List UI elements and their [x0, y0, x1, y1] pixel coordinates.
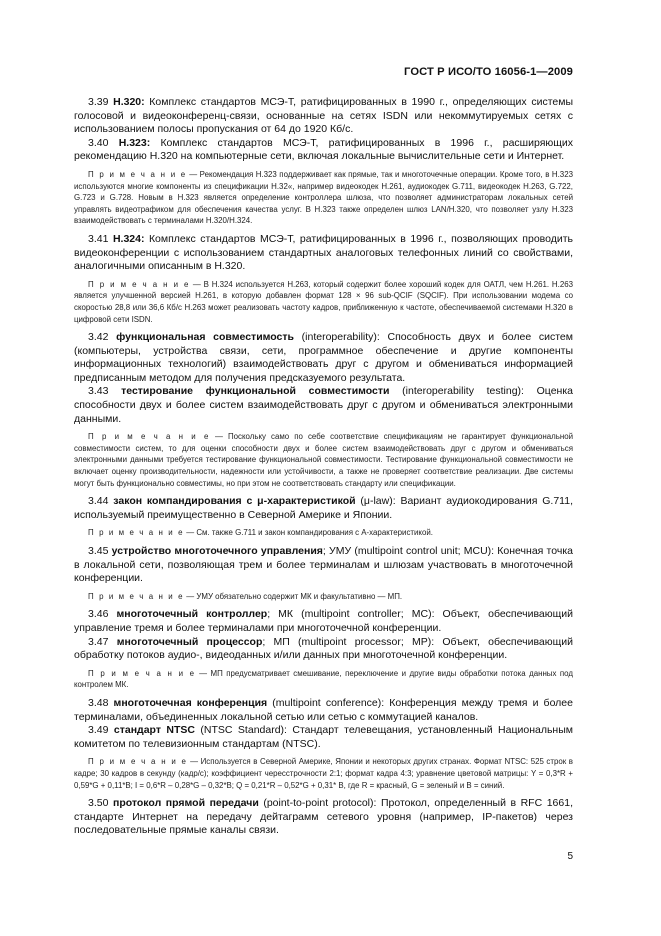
entry-number: 3.44 — [88, 495, 109, 508]
entry-definition: Комплекс стандартов МСЭ-Т, ратифицированных в 1990 г., определяющих системы голосовой и видеоконференц-связи, основанные на сетях ISDN или некоммутируемых сетях с использованием полосы пропускания от 64 до 1920 Кб/с. — [74, 96, 573, 136]
entry-term: многоточечная конференция — [113, 696, 268, 709]
entry-term: закон компандирования с μ-характеристикой — [113, 495, 356, 508]
entry-note — [74, 756, 573, 791]
note-label: П р и м е ч а н и е — [88, 528, 185, 538]
entry-term: H.320: — [113, 96, 145, 108]
entry-note — [74, 279, 573, 325]
entry-definition: ; МК (multipoint controller; MC): Объект, обеспечивающий управление тремя и более терминалами при многоточечной конференции. — [74, 608, 573, 634]
definition-entry — [74, 385, 573, 426]
entry-number: 3.49 — [88, 724, 109, 737]
entry-note — [74, 527, 573, 539]
note-text: — См. также G.711 и закон компандирования с А-характеристикой. — [184, 528, 433, 538]
entry-number: 3.47 — [88, 635, 109, 648]
entry-term: стандарт NTSC — [113, 724, 195, 737]
note-label: П р и м е ч а н и е — [88, 668, 196, 678]
definition-entry — [74, 797, 573, 838]
entry-term: многоточечный процессор — [116, 635, 263, 648]
entry-number: 3.42 — [88, 331, 109, 344]
definition-entry — [74, 697, 573, 724]
note-text: — Рекомендация H.323 поддерживает как прямые, так и многоточечные операции. Кроме того, в H.323 используются многие компоненты из спецификации H.32«, например видеокодек H.261, аудиокодек G.711, видеокодек H.263, G.722, G.723 и G.728. Новым в H.323 является определение контроллера шлюза, что позволяет администраторам локальных сетей управлять видеотрафиком для обеспечения качества услуг. В H.323 также определен шлюз LAN/H.320, что позволяет узлу H.323 взаимодействовать с терминалами H.320/H.324. — [74, 169, 573, 226]
entry-note — [74, 431, 573, 489]
entry-number: 3.40 — [88, 136, 109, 149]
entry-note — [74, 668, 573, 691]
note-text: — Используется в Северной Америке, Японии и некоторых других странах. Формат NTSC: 525 строк в кадре; 30 кадров в секунду (кадр/с); коэффициент чересстрочности 2:1; формат кадра 4:3; уравнение цветовой матрицы: Y = 0,3*R + 0,59*G + 0,11*B; I = 0,6*R – 0,28*G – 0,32*B; Q = 0,21*R – 0,52*G + 0,31* B, где R = красный, G = зеленый и B = синий. — [74, 757, 573, 790]
entry-term: H.323: — [118, 136, 151, 149]
note-text: — МП предусматривает смешивание, переключение и другие виды обработки потока данных под контролем МК. — [74, 668, 573, 690]
note-label: П р и м е ч а н и е — [88, 757, 188, 767]
entry-number: 3.43 — [88, 385, 109, 398]
entry-term: функциональная совместимость — [116, 331, 294, 344]
entry-number: 3.45 — [88, 545, 109, 557]
entry-term: многоточечный контроллер — [116, 608, 268, 621]
entry-number: 3.50 — [88, 797, 109, 810]
note-label: П р и м е ч а н и е — [88, 432, 210, 442]
entry-definition: (point-to-point protocol): Протокол, определенный в RFC 1661, стандарте Интернет на передачу дейтаграмм сетевого уровня (например, IP-пакетов) через последовательные прямые каналы связи. — [74, 797, 573, 837]
entry-note — [74, 591, 573, 603]
entry-number: 3.41 — [88, 232, 109, 245]
page-number: 5 — [567, 851, 573, 862]
note-label: П р и м е ч а н и е — [88, 591, 185, 601]
note-text: — УМУ обязательно содержит МК и факультативно — МП. — [184, 591, 403, 601]
definition-entry — [74, 137, 573, 164]
definition-entry — [74, 636, 573, 663]
note-label: П р и м е ч а н и е — [88, 169, 187, 179]
definition-entry — [74, 96, 573, 137]
entry-definition: (interoperability): Способность двух и более систем (компьютеры, устройства связи, сети, программное обеспечение и другие компоненты информационных технологий) взаимодействовать друг с другом и обмениваться информацией предписанным методом для получения предсказуемого результата. — [74, 331, 573, 384]
entry-definition: (μ-law): Вариант аудиокодирования G.711, используемый преимущественно в Северной Америке и Японии. — [74, 495, 573, 521]
entry-definition: (multipoint conference): Конференция между тремя и более терминалами, объединенных локальной сетью или сетью с коммутацией каналов. — [74, 696, 573, 723]
entry-definition: ; МП (multipoint processor; MP): Объект, обеспечивающий обработку потоков аудио-, видеоданных и/или данных при многоточечной конференции. — [74, 635, 573, 662]
entry-number: 3.46 — [88, 608, 109, 621]
entry-number: 3.48 — [88, 696, 109, 709]
definition-entry — [74, 545, 573, 586]
note-label: П р и м е ч а н и е — [88, 279, 191, 289]
entry-definition: (interoperability testing): Оценка способности двух и более систем взаимодействовать друг с другом и обмениваться электронными данными. — [74, 385, 573, 425]
definition-entry — [74, 331, 573, 385]
definition-entry — [74, 724, 573, 751]
note-text: — В H.324 используется H.263, который содержит более хороший кодек для ОАТЛ, чем H.261. H.263 является улучшенной версией H.261, в которую добавлен формат 128 × 96 sub-QCIF (SQCIF). При использовании модема со скоростью 28,8 или 36,6 Кб/с H.263 может реализовать частоту кадров, приближенную к частоте, обеспечиваемой системами H.320 в цифровой сети ISDN. — [74, 279, 573, 324]
definition-entry — [74, 608, 573, 635]
document-id-header: ГОСТ Р ИСО/ТО 16056-1—2009 — [404, 66, 573, 78]
definition-entry — [74, 495, 573, 522]
note-text: — Поскольку само по себе соответствие спецификациям не гарантирует функциональной совместимости систем, то для оценки способности двух и более систем взаимодействовать друг с другом и обмениваться электронными данными требуется тестирование функциональной совместимости. Тестирование функциональной совместимости не включает оценку производительности, надежности или устойчивости, а также не проверяет соответствие реализации. Две системы могут быть функционально совместимы, но при этом не соответствовать стандарту или спецификации. — [74, 432, 573, 488]
definition-entry — [74, 233, 573, 274]
entry-note — [74, 169, 573, 227]
entry-definition: ; УМУ (multipoint control unit; MCU): Конечная точка в локальной сети, позволяющая трем и более терминалам и шлюзам участвовать в многоточечной конференции. — [74, 545, 573, 585]
document-body — [74, 96, 573, 838]
entry-definition: Комплекс стандартов МСЭ-Т, ратифицированных в 1996 г., расширяющих рекомендацию H.320 на компьютерные сети, включая локальные вычислительные сети и Интернет. — [74, 136, 574, 163]
entry-term: устройство многоточечного управления — [111, 545, 323, 557]
entry-term: протокол прямой передачи — [112, 797, 259, 810]
entry-number: 3.39 — [88, 96, 109, 108]
entry-term: тестирование функциональной совместимости — [121, 385, 390, 398]
entry-definition: Комплекс стандартов МСЭ-Т, ратифицированных в 1996 г., позволяющих проводить видеоконференции с использованием стандартных аналоговых телефонных линий со свойствами, аналогичными описанным в H.320. — [74, 232, 573, 273]
entry-definition: (NTSC Standard): Стандарт телевещания, установленный Национальным комитетом по телевизионным стандартам (NTSC). — [74, 724, 573, 750]
entry-term: H.324: — [112, 232, 145, 245]
